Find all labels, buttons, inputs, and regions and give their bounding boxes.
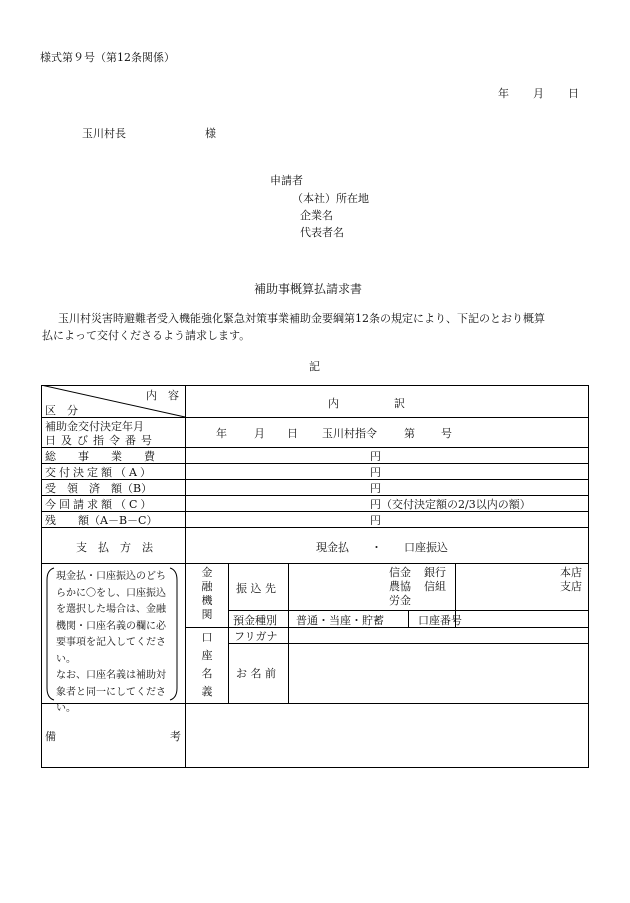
bank-types2[interactable]: 銀行 信組 bbox=[424, 566, 446, 593]
remarks-label2: 考 bbox=[170, 730, 181, 743]
ki-label: 記 bbox=[309, 360, 320, 373]
instruction-text: 現金払・口座振込のどち らかに〇をし、口座振込 を選択した場合は、金融 機関・口座名義の欄に必 要事項を記入してくださ い。 なお、口座名義は補助対 象者と同一にしてくださ い。 bbox=[56, 571, 166, 714]
applicant-label: 申請者 bbox=[270, 174, 303, 187]
row1-dai: 第 bbox=[404, 427, 415, 440]
applicant-company-label: 企業名 bbox=[300, 209, 333, 222]
addressee-honorific: 様 bbox=[205, 127, 216, 140]
account-number-label: 口座番号 bbox=[418, 614, 462, 627]
bank-vertical-label: 金 融 機 関 bbox=[201, 566, 213, 621]
payment-method-label: 支 払 方 法 bbox=[76, 541, 153, 554]
form-number: 様式第９号（第12条関係） bbox=[40, 51, 175, 64]
row1-day: 日 bbox=[287, 427, 298, 440]
row-grant-label: 交付決定額（A） bbox=[45, 466, 154, 479]
deposit-type-value[interactable]: 普通・当座・貯蓄 bbox=[296, 614, 384, 627]
body-text-line1: 玉川村災害時避難者受入機能強化緊急対策事業補助金要綱第12条の規定により、下記のとおり概算 bbox=[58, 312, 545, 325]
row-total-cost-label: 総 事 業 費 bbox=[45, 450, 155, 463]
row-received-label: 受 領 済 額（B） bbox=[45, 482, 153, 495]
name-label: お 名 前 bbox=[236, 667, 276, 680]
row1-label-line1: 補助金交付決定年月 bbox=[45, 420, 144, 433]
header-kubun: 区 分 bbox=[45, 404, 78, 417]
row1-label-line2: 日及び指令番号 bbox=[45, 434, 157, 447]
row-request-value: 円（交付決定額の2/3以内の額） bbox=[370, 498, 531, 511]
document-title: 補助事概算払請求書 bbox=[254, 282, 363, 296]
date-day: 日 bbox=[568, 87, 579, 100]
branch-types[interactable]: 本店 支店 bbox=[560, 566, 582, 593]
row-remaining-label: 残 額（A－B－C） bbox=[45, 514, 158, 527]
transfer-label: 振 込 先 bbox=[236, 582, 276, 595]
date-month: 月 bbox=[533, 87, 544, 100]
applicant-representative-label: 代表者名 bbox=[300, 226, 344, 239]
row-remaining-value: 円 bbox=[370, 514, 381, 527]
remarks-label: 備 bbox=[45, 730, 56, 743]
row-total-cost-value: 円 bbox=[370, 450, 381, 463]
body-text-line2: 払によって交付くださるよう請求します。 bbox=[42, 329, 251, 342]
account-vertical-label: 口 座 名 義 bbox=[201, 631, 213, 698]
row1-go: 号 bbox=[441, 427, 452, 440]
bank-types[interactable]: 信金 農協 労金 bbox=[389, 566, 411, 607]
header-uchiwake: 内 訳 bbox=[328, 397, 405, 410]
deposit-type-label: 預金種別 bbox=[233, 614, 277, 627]
row-request-label: 今回請求額（C） bbox=[45, 498, 155, 511]
header-naiyo: 内 容 bbox=[146, 389, 179, 402]
row1-year: 年 bbox=[216, 427, 227, 440]
row-received-value: 円 bbox=[370, 482, 381, 495]
row1-month: 月 bbox=[254, 427, 265, 440]
payment-method-value[interactable]: 現金払 ・ 口座振込 bbox=[316, 541, 448, 554]
furigana-label: フリガナ bbox=[234, 630, 278, 643]
row1-shirei: 玉川村指令 bbox=[322, 427, 377, 440]
date-year: 年 bbox=[498, 87, 509, 100]
applicant-address-label: （本社）所在地 bbox=[292, 192, 369, 205]
addressee-name: 玉川村長 bbox=[82, 127, 126, 140]
row-grant-value: 円 bbox=[370, 466, 381, 479]
